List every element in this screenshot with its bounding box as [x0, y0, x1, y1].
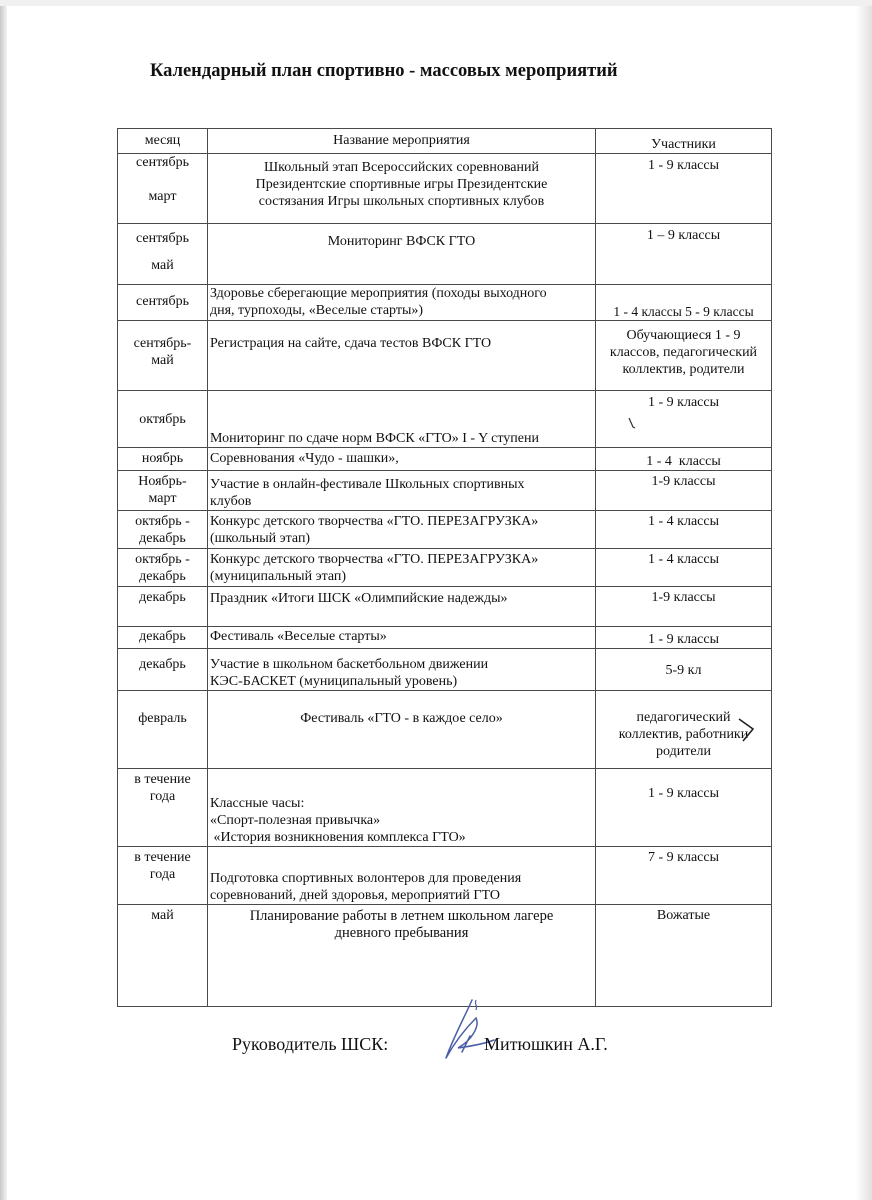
- row-event: [208, 448, 596, 471]
- table-row: [118, 627, 772, 649]
- pen-mark-decoration: [626, 416, 640, 432]
- row-participants: [596, 511, 772, 549]
- month-line: сентябрь-: [133, 336, 192, 351]
- event-line: Участие в школьном баскетбольном движении: [210, 657, 489, 672]
- month-line: декабрь: [139, 569, 186, 584]
- month-line: декабрь: [139, 531, 186, 546]
- month-line: май: [151, 258, 174, 273]
- row-month: [118, 321, 208, 391]
- event-line: «История возникновения комплекса ГТО»: [210, 830, 466, 845]
- event-line: дня, турпоходы, «Веселые старты»): [210, 303, 424, 318]
- participants-line: 1 - 4 классы: [648, 552, 719, 567]
- table-row: [118, 391, 772, 448]
- event-line: Фестиваль «Веселые старты»: [210, 629, 387, 644]
- row-participants: [596, 549, 772, 587]
- event-line: Участие в онлайн-фестивале Школьных спортивных: [210, 477, 525, 492]
- participants-line: коллектив, работники: [618, 727, 749, 742]
- participants-line: 1 - 9 классы: [648, 632, 719, 647]
- table-row: [118, 471, 772, 511]
- month-line: декабрь: [139, 657, 186, 672]
- row-event: [208, 391, 596, 448]
- scan-edge-top: [0, 0, 872, 6]
- row-participants: [596, 154, 772, 224]
- row-participants: [596, 224, 772, 285]
- row-participants: [596, 391, 772, 448]
- event-line: Конкурс детского творчества «ГТО. ПЕРЕЗАГРУЗКА»: [210, 514, 539, 529]
- row-participants: [596, 847, 772, 905]
- event-line: клубов: [210, 494, 252, 509]
- month-line: май: [151, 353, 174, 368]
- participants-line: 1 - 4 классы: [648, 514, 719, 529]
- row-event: [208, 691, 596, 769]
- month-line: март: [148, 491, 177, 506]
- events-table: [117, 128, 772, 1007]
- participants-line: Обучающиеся 1 - 9: [626, 328, 741, 343]
- signature-name: Митюшкин А.Г.: [484, 1034, 608, 1054]
- event-line: Планирование работы в летнем школьном лагере: [249, 908, 554, 924]
- event-line: Фестиваль «ГТО - в каждое село»: [300, 711, 503, 726]
- row-participants: [596, 321, 772, 391]
- event-line: Мониторинг ВФСК ГТО: [327, 234, 476, 249]
- table-row: [118, 691, 772, 769]
- month-line: март: [148, 189, 177, 204]
- table-row: [118, 321, 772, 391]
- row-month: [118, 649, 208, 691]
- month-line: в течение: [134, 850, 191, 865]
- month-line: сентябрь: [136, 155, 189, 170]
- event-line: Классные часы:: [210, 796, 305, 811]
- row-month: [118, 905, 208, 1007]
- row-month: [118, 391, 208, 448]
- row-month: [118, 627, 208, 649]
- table-row: [118, 154, 772, 224]
- participants-line: 1 – 9 классы: [646, 228, 721, 243]
- participants-line: 5-9 кл: [665, 663, 702, 678]
- header-month: месяц: [118, 129, 208, 154]
- row-event: [208, 154, 596, 224]
- table-row: [118, 905, 772, 1007]
- signature-row: [232, 1030, 652, 1070]
- row-month: [118, 448, 208, 471]
- month-line: декабрь: [139, 629, 186, 644]
- participants-line: классов, педагогический: [609, 345, 758, 360]
- event-line: Школьный этап Всероссийских соревнований: [264, 160, 539, 175]
- row-event: [208, 769, 596, 847]
- month-line: сентябрь: [136, 294, 189, 309]
- participants-line: Вожатые: [656, 908, 711, 923]
- month-line: декабрь: [139, 590, 186, 605]
- row-month: [118, 769, 208, 847]
- row-month: [118, 549, 208, 587]
- participants-line: 1-9 классы: [651, 590, 716, 605]
- table-row: [118, 448, 772, 471]
- row-month: [118, 511, 208, 549]
- month-line: октябрь -: [135, 514, 190, 529]
- participants-line: педагогический: [636, 710, 731, 725]
- event-line: Конкурс детского творчества «ГТО. ПЕРЕЗАГРУЗКА»: [210, 552, 539, 567]
- month-line: май: [151, 908, 174, 923]
- row-event: [208, 847, 596, 905]
- row-month: [118, 691, 208, 769]
- document-title: Календарный план спортивно - массовых мероприятий: [150, 61, 618, 81]
- event-line: КЭС-БАСКЕТ (муниципальный уровень): [210, 674, 458, 689]
- event-line: Регистрация на сайте, сдача тестов ВФСК ГТО: [210, 336, 492, 351]
- row-event: [208, 905, 596, 1007]
- row-participants: [596, 285, 772, 321]
- signature-label: Руководитель ШСК:: [232, 1034, 389, 1054]
- participants-line: 1-9 классы: [651, 474, 716, 489]
- row-month: [118, 471, 208, 511]
- row-month: [118, 285, 208, 321]
- event-line: Здоровье сберегающие мероприятия (походы выходного: [210, 286, 547, 301]
- row-participants: [596, 448, 772, 471]
- event-line: состязания Игры школьных спортивных клубов: [258, 194, 545, 209]
- month-line: года: [149, 789, 176, 804]
- table-row: [118, 649, 772, 691]
- participants-line: 7 - 9 классы: [648, 850, 719, 865]
- row-participants: [596, 905, 772, 1007]
- month-line: октябрь: [139, 411, 186, 427]
- participants-line: родители: [655, 744, 712, 759]
- participants-line: 1 - 4 классы 5 - 9 классы: [613, 304, 754, 319]
- event-line: Подготовка спортивных волонтеров для проведения: [210, 871, 522, 886]
- row-event: [208, 224, 596, 285]
- event-line: «Спорт-полезная привычка»: [210, 813, 381, 828]
- row-month: [118, 154, 208, 224]
- header-event: Название мероприятия: [208, 129, 596, 154]
- participants-line: 1 - 9 классы: [648, 158, 719, 173]
- event-line: Мониторинг по сдаче норм ВФСК «ГТО» I - Y ступени: [210, 431, 539, 446]
- table-header-row: [118, 129, 772, 154]
- row-event: [208, 549, 596, 587]
- month-line: ноябрь: [141, 451, 184, 466]
- table-row: [118, 847, 772, 905]
- scan-edge-left: [0, 0, 7, 1200]
- row-month: [118, 847, 208, 905]
- event-line: дневного пребывания: [334, 925, 469, 941]
- table-row: [118, 587, 772, 627]
- row-event: [208, 285, 596, 321]
- month-line: октябрь -: [135, 552, 190, 567]
- scan-edge-right: [856, 0, 872, 1200]
- table-row: [118, 285, 772, 321]
- event-line: (муниципальный этап): [210, 569, 347, 584]
- participants-line: коллектив, родители: [622, 362, 745, 377]
- row-month: [118, 224, 208, 285]
- table-row: [118, 511, 772, 549]
- row-participants: [596, 769, 772, 847]
- row-participants: [596, 649, 772, 691]
- table-row: [118, 224, 772, 285]
- header-participants: Участники: [596, 129, 772, 154]
- row-event: [208, 471, 596, 511]
- event-line: Праздник «Итоги ШСК «Олимпийские надежды»: [210, 591, 508, 606]
- row-event: [208, 587, 596, 627]
- month-line: в течение: [134, 772, 191, 787]
- pen-mark-decoration: [735, 715, 759, 745]
- event-line: Президентские спортивные игры Президентские: [255, 177, 548, 192]
- row-event: [208, 627, 596, 649]
- handwritten-signature-icon: [432, 996, 500, 1066]
- participants-line: 1 - 9 классы: [648, 395, 719, 410]
- row-participants: [596, 587, 772, 627]
- month-line: сентябрь: [136, 231, 189, 246]
- table-row: [118, 549, 772, 587]
- row-event: [208, 649, 596, 691]
- month-line: года: [149, 867, 176, 882]
- participants-line: 1 - 4 классы: [646, 454, 721, 469]
- row-month: [118, 587, 208, 627]
- month-line: февраль: [138, 711, 187, 726]
- month-line: Ноябрь-: [138, 474, 187, 489]
- row-event: [208, 321, 596, 391]
- event-line: (школьный этап): [210, 531, 311, 546]
- event-line: Соревнования «Чудо - шашки»,: [210, 451, 399, 466]
- participants-line: 1 - 9 классы: [648, 786, 719, 801]
- row-event: [208, 511, 596, 549]
- row-participants: [596, 627, 772, 649]
- table-row: [118, 769, 772, 847]
- event-line: соревнований, дней здоровья, мероприятий ГТО: [210, 888, 500, 903]
- row-participants: [596, 471, 772, 511]
